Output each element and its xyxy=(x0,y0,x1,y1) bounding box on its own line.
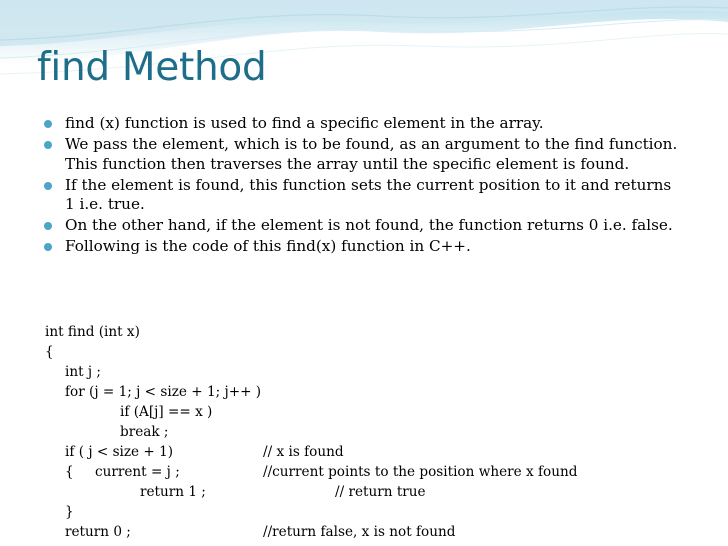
code-line xyxy=(45,502,74,522)
code-text: break ; xyxy=(120,424,169,440)
bullet-dot-icon xyxy=(44,222,52,230)
bullet-list xyxy=(44,114,684,258)
bullet-dot-icon xyxy=(44,141,52,149)
code-text: { xyxy=(45,344,54,360)
code-text: int find (int x) xyxy=(45,324,140,340)
bullet-dot-icon xyxy=(44,182,52,190)
code-line xyxy=(45,422,169,442)
bullet-item xyxy=(44,135,684,174)
code-comment: // x is found xyxy=(263,444,344,460)
code-text: return 0 ; xyxy=(65,524,131,540)
code-text: { xyxy=(65,464,74,480)
code-line xyxy=(45,342,71,362)
code-comment: //return false, x is not found xyxy=(263,524,456,540)
bullet-item xyxy=(44,237,684,257)
code-text: for (j = 1; j < size + 1; j++ ) xyxy=(65,384,262,400)
bullet-text: We pass the element, which is to be found, as an argument to the find function. This function then traverses the array until the specific element is found. xyxy=(65,135,678,173)
code-text: return 1 ; xyxy=(140,484,206,500)
code-text: current = j ; xyxy=(95,464,180,480)
code-line xyxy=(45,322,140,342)
code-line xyxy=(45,462,578,482)
code-line xyxy=(45,482,426,502)
code-line xyxy=(45,442,344,462)
code-text: int j ; xyxy=(65,364,102,380)
bullet-item xyxy=(44,216,684,236)
slide-title: find Method xyxy=(37,45,267,90)
code-text: } xyxy=(65,504,74,520)
bullet-text: Following is the code of this find(x) function in C++. xyxy=(65,237,471,255)
bullet-text: On the other hand, if the element is not found, the function returns 0 i.e. false. xyxy=(65,216,673,234)
bullet-item xyxy=(44,114,684,134)
code-line xyxy=(45,402,213,422)
code-comment: // return true xyxy=(335,484,426,500)
bullet-dot-icon xyxy=(44,243,52,251)
code-line xyxy=(45,362,102,382)
bullet-item xyxy=(44,176,684,215)
code-block xyxy=(45,322,578,542)
bullet-text: find (x) function is used to find a specific element in the array. xyxy=(65,114,544,132)
code-line xyxy=(45,522,456,542)
code-text: if (A[j] == x ) xyxy=(120,404,213,420)
code-text: if ( j < size + 1) xyxy=(65,444,174,460)
bullet-text: If the element is found, this function sets the current position to it and returns 1 i.e. true. xyxy=(65,175,672,213)
code-line xyxy=(45,382,262,402)
bullet-dot-icon xyxy=(44,120,52,128)
code-comment: //current points to the position where x found xyxy=(263,464,578,480)
